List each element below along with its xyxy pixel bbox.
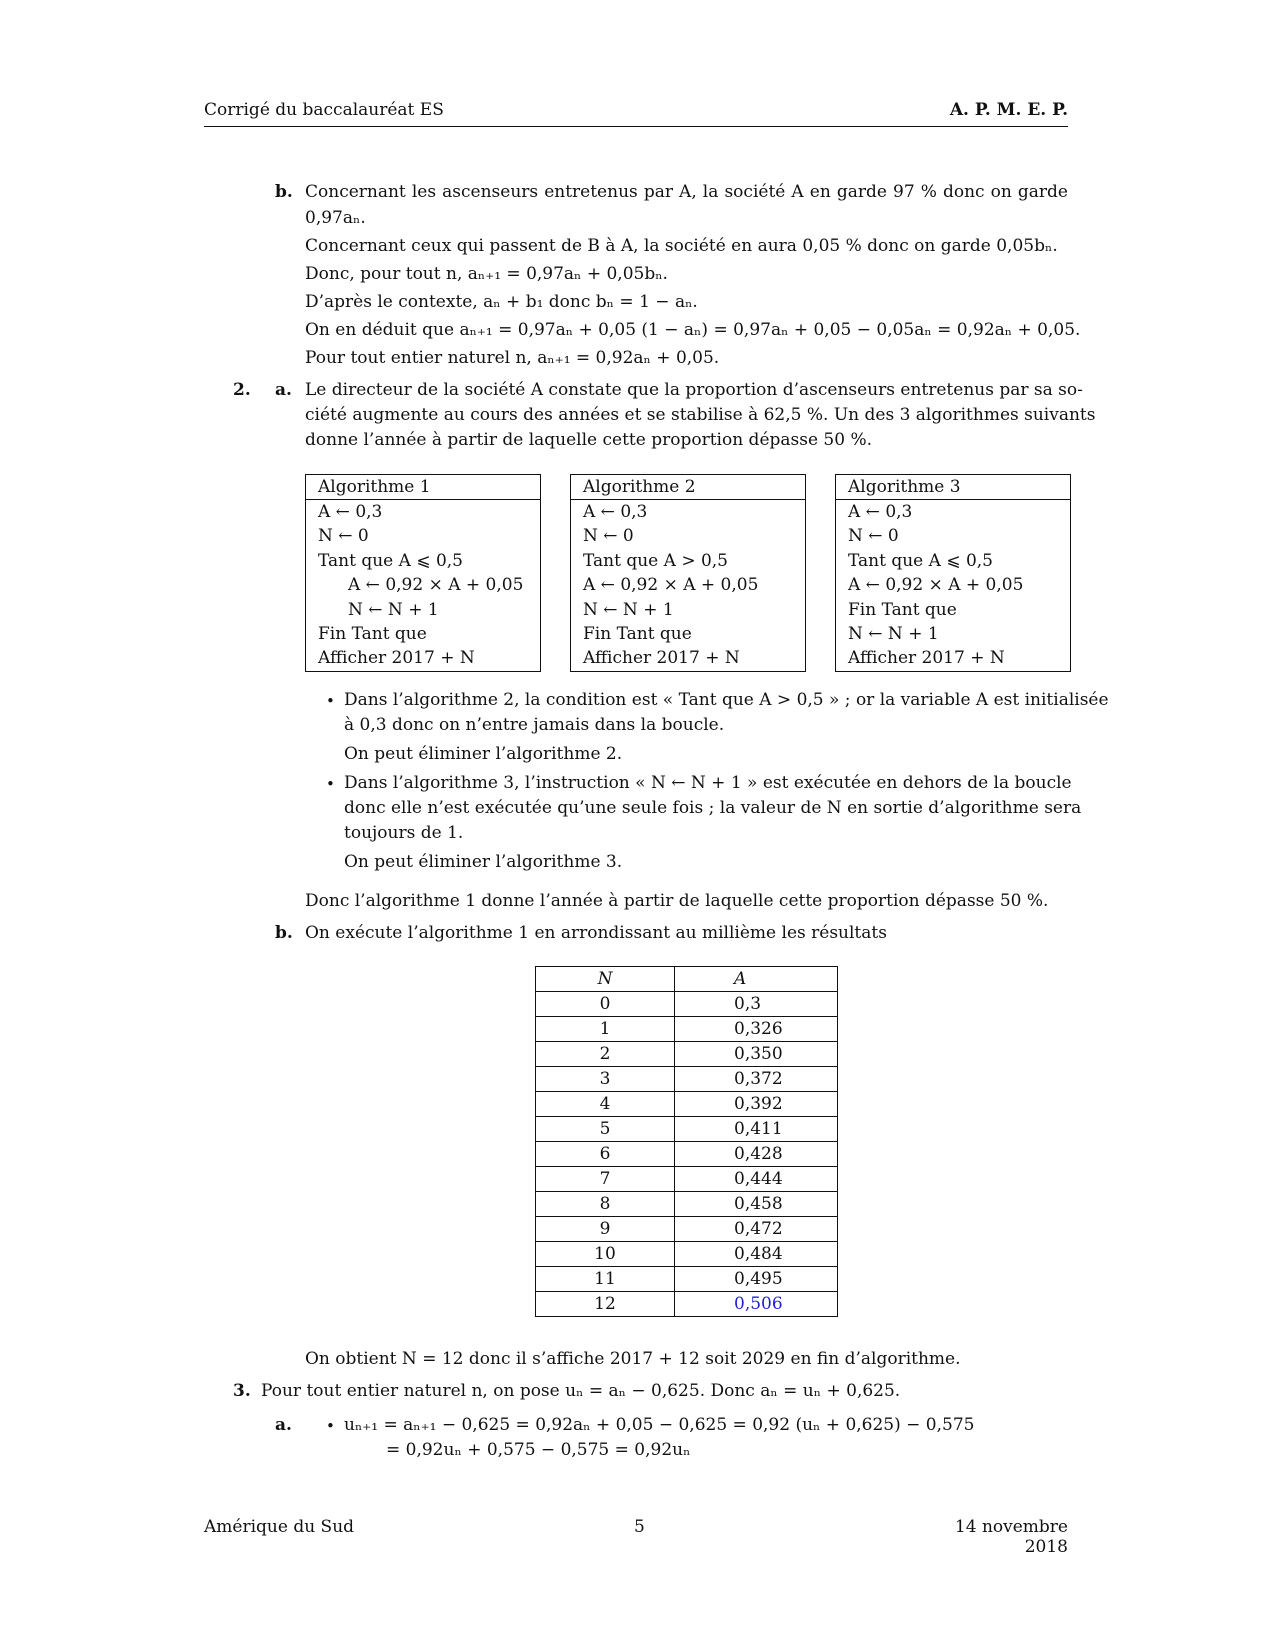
page-header bbox=[204, 100, 1068, 127]
algorithm-3-line: A ← 0,92 × A + 0,05 bbox=[848, 575, 1024, 596]
results-table bbox=[535, 966, 838, 1317]
cell-a: 0,484 bbox=[675, 1242, 838, 1267]
equation-3a-line2: = 0,92uₙ + 0,575 − 0,575 = 0,92uₙ bbox=[386, 1440, 691, 1460]
algorithm-1-line: N ← N + 1 bbox=[348, 599, 439, 620]
algorithm-1-line: A ← 0,3 bbox=[318, 502, 383, 522]
cell-a: 0,444 bbox=[675, 1167, 838, 1192]
cell-n: 2 bbox=[536, 1042, 675, 1067]
table-row bbox=[536, 992, 838, 1017]
table-row bbox=[536, 1042, 838, 1067]
cell-n: 7 bbox=[536, 1167, 675, 1192]
table-row bbox=[536, 1017, 838, 1042]
text-1b-line5: D’après le contexte, aₙ + b₁ donc bₙ = 1 − aₙ. bbox=[305, 292, 698, 312]
cell-a: 0,506 bbox=[675, 1292, 838, 1317]
cell-n: 6 bbox=[536, 1142, 675, 1167]
text-2b: On exécute l’algorithme 1 en arrondissant au millième les résultats bbox=[305, 923, 887, 943]
text-1b-line4: Donc, pour tout n, aₙ₊₁ = 0,97aₙ + 0,05bₙ. bbox=[305, 264, 668, 284]
algorithm-2-line: N ← 0 bbox=[583, 526, 634, 547]
algorithm-3-line: N ← N + 1 bbox=[848, 623, 939, 644]
cell-n: 3 bbox=[536, 1067, 675, 1092]
text-1b-line1: Concernant les ascenseurs entretenus par A, la société A en garde 97 % donc on garde bbox=[305, 182, 1068, 202]
table-row bbox=[536, 1242, 838, 1267]
table-row bbox=[536, 1167, 838, 1192]
algorithm-2-line: A ← 0,92 × A + 0,05 bbox=[583, 575, 759, 596]
cell-a: 0,428 bbox=[675, 1142, 838, 1167]
algorithm-2-line: Fin Tant que bbox=[583, 623, 692, 644]
cell-a: 0,411 bbox=[675, 1117, 838, 1142]
algorithm-3-line: Fin Tant que bbox=[848, 599, 957, 620]
text-1b-line6: On en déduit que aₙ₊₁ = 0,97aₙ + 0,05 (1 − aₙ) = 0,97aₙ + 0,05 − 0,05aₙ = 0,92aₙ + 0,05. bbox=[305, 320, 1081, 340]
algorithm-2-line: N ← N + 1 bbox=[583, 599, 674, 620]
table-row bbox=[536, 1142, 838, 1167]
algorithm-1-box bbox=[305, 474, 541, 672]
cell-a: 0,472 bbox=[675, 1217, 838, 1242]
bullet1-line2: à 0,3 donc on n’entre jamais dans la boucle. bbox=[344, 715, 725, 735]
table-header-row bbox=[536, 967, 838, 992]
cell-n: 4 bbox=[536, 1092, 675, 1117]
text-2a-line1: Le directeur de la société A constate que la proportion d’ascenseurs entretenus par sa so- bbox=[305, 380, 1083, 400]
bullet1-line1: Dans l’algorithme 2, la condition est « Tant que A > 0,5 » ; or la variable A est initialisée bbox=[344, 690, 1109, 710]
bullet1-line3: On peut éliminer l’algorithme 2. bbox=[344, 744, 623, 764]
cell-a: 0,3 bbox=[675, 992, 838, 1017]
cell-a: 0,372 bbox=[675, 1067, 838, 1092]
label-1b: b. bbox=[275, 182, 293, 202]
cell-a: 0,392 bbox=[675, 1092, 838, 1117]
bullet-icon: • bbox=[326, 692, 335, 710]
bullet-icon: • bbox=[326, 775, 335, 793]
cell-n: 10 bbox=[536, 1242, 675, 1267]
algorithm-1-line: Afficher 2017 + N bbox=[318, 648, 475, 669]
table-row bbox=[536, 1217, 838, 1242]
bullet2-line1: Dans l’algorithme 3, l’instruction « N ← N + 1 » est exécutée en dehors de la boucle bbox=[344, 773, 1072, 793]
algorithm-2-line: Tant que A > 0,5 bbox=[583, 550, 728, 571]
bullet2-line3: toujours de 1. bbox=[344, 823, 464, 843]
label-2a: a. bbox=[275, 380, 292, 400]
label-2b: b. bbox=[275, 923, 293, 943]
equation-3a-line1: uₙ₊₁ = aₙ₊₁ − 0,625 = 0,92aₙ + 0,05 − 0,625 = 0,92 (uₙ + 0,625) − 0,575 bbox=[344, 1415, 975, 1435]
algorithm-1-line: Fin Tant que bbox=[318, 623, 427, 644]
text-1b-line2: 0,97aₙ. bbox=[305, 208, 366, 228]
label-3a: a. bbox=[275, 1415, 292, 1435]
cell-a: 0,350 bbox=[675, 1042, 838, 1067]
cell-a: 0,495 bbox=[675, 1267, 838, 1292]
cell-n: 5 bbox=[536, 1117, 675, 1142]
footer-location: Amérique du Sud bbox=[204, 1517, 355, 1537]
table-row bbox=[536, 1067, 838, 1092]
cell-n: 12 bbox=[536, 1292, 675, 1317]
algorithm-2-line: A ← 0,3 bbox=[583, 502, 648, 522]
cell-a: 0,458 bbox=[675, 1192, 838, 1217]
algorithm-3-line: Tant que A ⩽ 0,5 bbox=[848, 550, 993, 571]
bullet-icon: • bbox=[326, 1417, 335, 1435]
algorithm-3-title: Algorithme 3 bbox=[836, 475, 1070, 500]
bullet2-line2: donc elle n’est exécutée qu’une seule fois ; la valeur de N en sortie d’algorithme sera bbox=[344, 798, 1082, 818]
cell-n: 1 bbox=[536, 1017, 675, 1042]
text-1b-line3: Concernant ceux qui passent de B à A, la société en aura 0,05 % donc on garde 0,05bₙ. bbox=[305, 236, 1058, 256]
algorithm-3-line: Afficher 2017 + N bbox=[848, 648, 1005, 669]
table-row bbox=[536, 1092, 838, 1117]
cell-n: 9 bbox=[536, 1217, 675, 1242]
algorithm-3-box bbox=[835, 474, 1071, 672]
question-2-number: 2. bbox=[233, 380, 251, 400]
text-1b-line7: Pour tout entier naturel n, aₙ₊₁ = 0,92aₙ + 0,05. bbox=[305, 348, 720, 368]
algorithm-1-title: Algorithme 1 bbox=[306, 475, 540, 500]
algorithm-2-title: Algorithme 2 bbox=[571, 475, 805, 500]
cell-n: 8 bbox=[536, 1192, 675, 1217]
cell-n: 11 bbox=[536, 1267, 675, 1292]
question-3-number: 3. bbox=[233, 1381, 251, 1401]
algorithm-1-line: Tant que A ⩽ 0,5 bbox=[318, 550, 463, 571]
table-row bbox=[536, 1192, 838, 1217]
algorithm-3-line: A ← 0,3 bbox=[848, 502, 913, 522]
algorithm-1-line: N ← 0 bbox=[318, 526, 369, 547]
algorithm-2-line: Afficher 2017 + N bbox=[583, 648, 740, 669]
table-row bbox=[536, 1292, 838, 1317]
text-2a-line2: ciété augmente au cours des années et se stabilise à 62,5 %. Un des 3 algorithmes suivants bbox=[305, 405, 1096, 425]
text-2a-line3: donne l’année à partir de laquelle cette proportion dépasse 50 %. bbox=[305, 430, 873, 450]
table-row bbox=[536, 1267, 838, 1292]
algorithm-3-line: N ← 0 bbox=[848, 526, 899, 547]
table-body bbox=[536, 992, 838, 1317]
footer-date: 14 novembre 2018 bbox=[954, 1517, 1068, 1557]
footer-page-number: 5 bbox=[634, 1517, 645, 1537]
conclusion-2a: Donc l’algorithme 1 donne l’année à partir de laquelle cette proportion dépasse 50 %. bbox=[305, 891, 1049, 911]
header-org: A. P. M. E. P. bbox=[949, 100, 1068, 120]
text-3-line1: Pour tout entier naturel n, on pose uₙ = aₙ − 0,625. Donc aₙ = uₙ + 0,625. bbox=[261, 1381, 901, 1401]
bullet2-line4: On peut éliminer l’algorithme 3. bbox=[344, 852, 623, 872]
header-title: Corrigé du baccalauréat ES bbox=[204, 100, 444, 120]
algorithm-1-line: A ← 0,92 × A + 0,05 bbox=[348, 575, 524, 596]
cell-n: 0 bbox=[536, 992, 675, 1017]
cell-a: 0,326 bbox=[675, 1017, 838, 1042]
table-row bbox=[536, 1117, 838, 1142]
table-header-n: N bbox=[536, 967, 675, 992]
table-header-a: A bbox=[675, 967, 838, 992]
algorithm-2-box bbox=[570, 474, 806, 672]
result-2b: On obtient N = 12 donc il s’affiche 2017 + 12 soit 2029 en fin d’algorithme. bbox=[305, 1349, 961, 1369]
